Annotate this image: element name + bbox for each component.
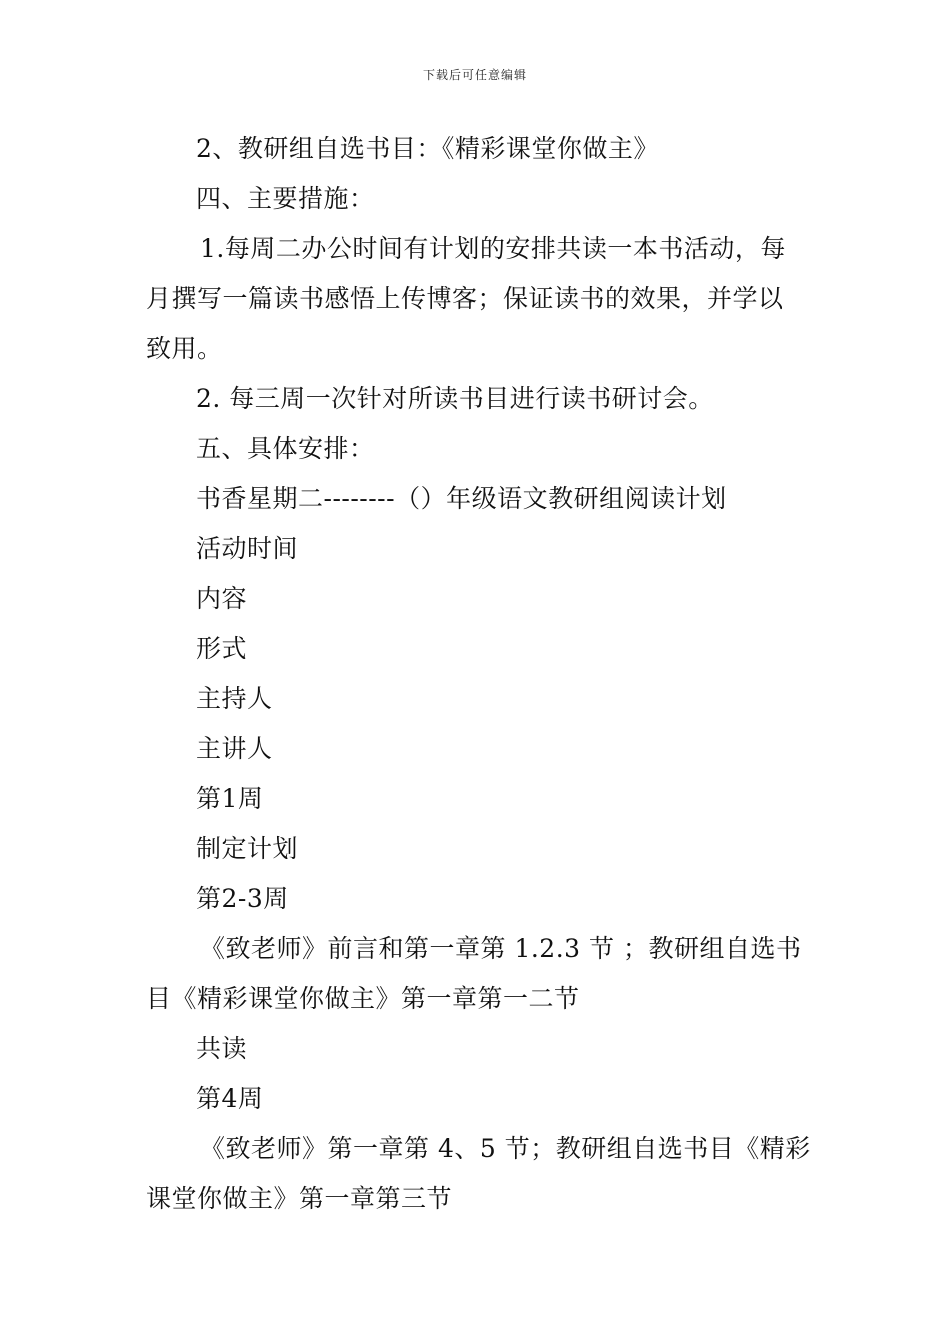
plan-title: 书香星期二--------（）年级语文教研组阅读计划 [196,484,727,513]
week-2-3-content-line-2: 目《精彩课堂你做主》第一章第一二节 [146,984,580,1013]
paragraph-measure-1-line-2: 月撰写一篇读书感悟上传博客；保证读书的效果，并学以 [146,284,784,313]
section-heading-measures: 四、主要措施： [196,184,375,213]
table-header-speaker: 主讲人 [196,734,273,763]
week-2-3-format: 共读 [196,1034,248,1063]
paragraph-measure-1-line-3: 致用。 [146,334,223,363]
week-4-content-line-2: 课堂你做主》第一章第三节 [146,1184,453,1213]
table-header-content: 内容 [196,584,248,613]
week-1-content: 制定计划 [196,834,299,863]
paragraph-measure-2: 2. 每三周一次针对所读书目进行读书研讨会。 [196,384,714,413]
week-4-label: 第4周 [196,1084,264,1113]
week-1-label: 第1周 [196,784,264,813]
section-heading-arrangement: 五、具体安排： [196,434,375,463]
table-header-host: 主持人 [196,684,273,713]
week-2-3-label: 第2-3周 [196,884,289,913]
paragraph-measure-1-line-1: 1.每周二办公时间有计划的安排共读一本书活动，每 [200,234,786,263]
header-note: 下载后可任意编辑 [422,68,527,82]
paragraph-book-selection: 2、教研组自选书目：《精彩课堂你做主》 [196,134,659,163]
week-2-3-content-line-1: 《致老师》前言和第一章第 1.2.3 节 ；教研组自选书 [200,934,802,963]
week-4-content-line-1: 《致老师》第一章第 4、5 节；教研组自选书目《精彩 [200,1134,811,1163]
table-header-format: 形式 [196,634,248,663]
table-header-activity-time: 活动时间 [196,534,299,563]
